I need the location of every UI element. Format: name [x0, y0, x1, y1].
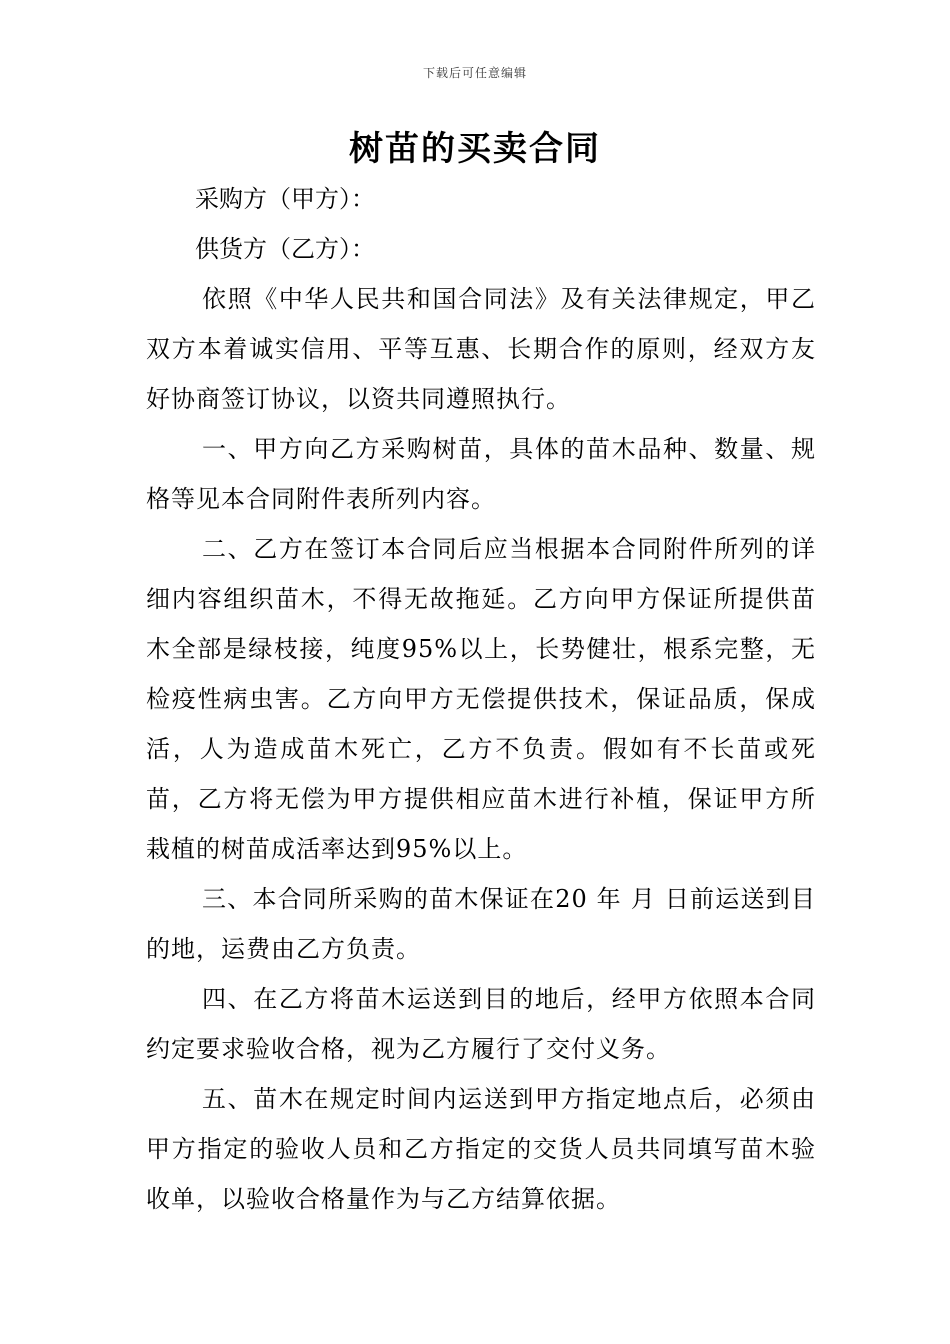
header-note: 下载后可任意编辑: [422, 66, 527, 80]
contract-body: [146, 274, 816, 1224]
clause-5-paragraph: 五、苗木在规定时间内运送到甲方指定地点后，必须由甲方指定的验收人员和乙方指定的交货人员共同填写苗木验收单，以验收合格量作为与乙方结算依据。: [146, 1085, 816, 1213]
clause-2-paragraph: 二、乙方在签订本合同后应当根据本合同附件所列的详细内容组织苗木，不得无故拖延。乙方向甲方保证所提供苗木全部是绿枝接，纯度95%以上，长势健壮，根系完整，无检疫性病虫害。乙方向甲方无偿提供技术，保证品质，保成活，人为造成苗木死亡，乙方不负责。假如有不长苗或死苗，乙方将无偿为甲方提供相应苗木进行补植，保证甲方所栽植的树苗成活率达到95%以上。: [146, 535, 816, 863]
buyer-party-line: 采购方（甲方）：: [195, 185, 375, 213]
document-title: 树苗的买卖合同: [349, 129, 601, 169]
clause-4-paragraph: 四、在乙方将苗木运送到目的地后，经甲方依照本合同约定要求验收合格，视为乙方履行了交付义务。: [146, 985, 816, 1063]
preamble-paragraph: 依照《中华人民共和国合同法》及有关法律规定，甲乙双方本着诚实信用、平等互惠、长期合作的原则，经双方友好协商签订协议，以资共同遵照执行。: [146, 285, 816, 413]
clause-1-paragraph: 一、甲方向乙方采购树苗，具体的苗木品种、数量、规格等见本合同附件表所列内容。: [146, 435, 816, 513]
clause-3-paragraph: 三、本合同所采购的苗木保证在20 年 月 日前运送到目的地，运费由乙方负责。: [146, 885, 816, 963]
supplier-party-line: 供货方（乙方）：: [195, 235, 375, 263]
